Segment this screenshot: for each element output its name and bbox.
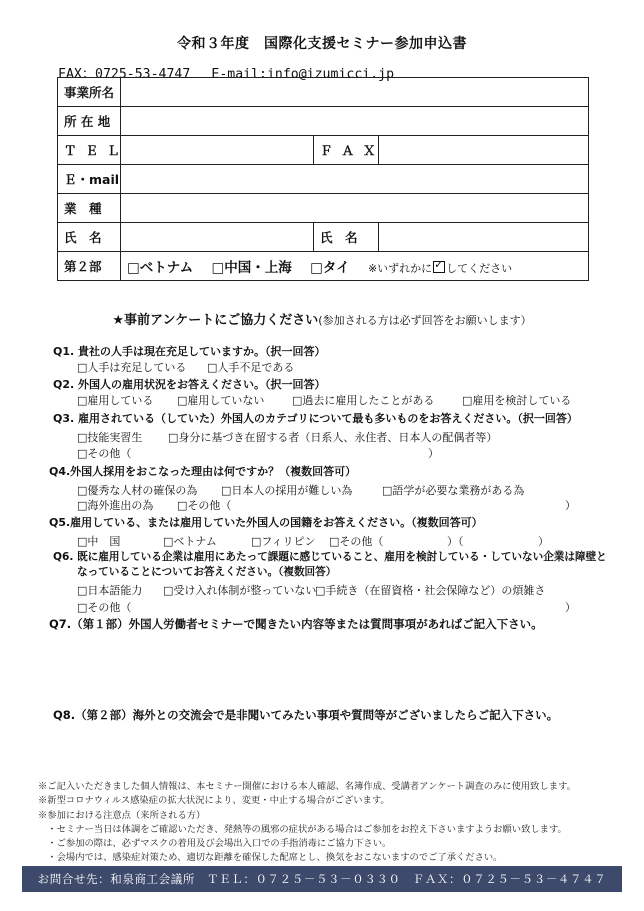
region-vietnam-checkbox[interactable]: □ベトナム xyxy=(127,260,194,276)
q4-option-3[interactable]: □語学が必要な業務がある為 xyxy=(382,484,525,497)
email-field[interactable] xyxy=(121,165,589,194)
region-note-post: してください xyxy=(446,262,513,275)
q4-option-5-close: ） xyxy=(565,499,576,512)
region-options xyxy=(121,252,589,281)
q6-option-4[interactable]: □その他（ xyxy=(77,601,132,614)
survey-heading-main: ★事前アンケートにご協力ください xyxy=(112,313,319,328)
region-note xyxy=(368,262,512,275)
industry-field[interactable] xyxy=(121,194,589,223)
q5-option-4-close: ） xyxy=(538,535,549,548)
check-mark-icon xyxy=(433,261,445,273)
q2-option-3[interactable]: □過去に雇用したことがある xyxy=(292,394,435,407)
q4-option-2[interactable]: □日本人の採用が難しい為 xyxy=(221,484,353,497)
question-7: Q7.（第１部）外国人労働者セミナーで聞きたい内容等または質問事項があればご記入下さい。 xyxy=(49,617,543,631)
contact-line: FAX：0725-53-4747 E-mail:info@izumicci.jp xyxy=(58,67,395,82)
page-title: 令和３年度 国際化支援セミナー参加申込書 xyxy=(177,36,467,52)
application-form-table xyxy=(57,77,589,281)
question-3: Q3. 雇用されている（していた）外国人のカテゴリについて最も多いものをお答えください。（択一回答） xyxy=(53,412,578,425)
question-1: Q1. 貴社の人手は現在充足していますか。（択一回答） xyxy=(53,345,326,358)
q3-option-3-close: ） xyxy=(428,447,439,460)
q2-option-4[interactable]: □雇用を検討している xyxy=(462,394,572,407)
q5-option-3[interactable]: □フィリピン xyxy=(251,535,316,548)
footnote-item: ・ご参加の際は、必ずマスクの着用及び会場出入口での手指消毒にご協力下さい。 xyxy=(38,838,392,850)
name-label-2: 氏 名 xyxy=(314,223,379,252)
question-4: Q4.外国人採用をおこなった理由は何ですか？（複数回答可） xyxy=(49,465,357,478)
question-8: Q8.（第２部）海外との交流会で是非聞いてみたい事項や質問等がございましたらご記入下さい。 xyxy=(53,708,559,722)
q3-option-3[interactable]: □その他（ xyxy=(77,447,132,460)
question-6-line-1: Q6. 既に雇用している企業は雇用にあたって課題に感じていること、雇用を検討している・していない企業は障壁と xyxy=(53,551,607,563)
q7-answer-area[interactable] xyxy=(77,636,577,691)
address-label: 所 在 地 xyxy=(58,107,121,136)
tel-field[interactable] xyxy=(121,136,314,165)
q2-option-1[interactable]: □雇用している xyxy=(77,394,154,407)
survey-heading xyxy=(0,309,644,328)
footnote-item: ・会場内では、感染症対策ため、適切な距離を確保した配席とし、換気をおこないますのでご了承ください。 xyxy=(38,852,503,864)
footnote-item: ・セミナー当日は体調をご確認いただき、発熱等の風邪の症状がある場合はご参加をお控え下さいますようお願い致します。 xyxy=(38,823,567,835)
q6-option-3[interactable]: □手続き（在留資格・社会保障など）の煩雑さ xyxy=(315,584,546,597)
industry-label: 業 種 xyxy=(58,194,121,223)
q6-option-1[interactable]: □日本語能力 xyxy=(77,584,143,597)
survey-heading-sub: (参加される方は必ず回答をお願いします） xyxy=(318,314,532,327)
name-label-1: 氏 名 xyxy=(58,223,121,252)
q1-option-2[interactable]: □人手不足である xyxy=(207,361,295,374)
question-6-line-2: なっていることについてお答えください。（複数回答） xyxy=(77,566,337,578)
name-field-1[interactable] xyxy=(121,223,314,252)
question-5: Q5.雇用している、または雇用していた外国人の国籍をお答えください。（複数回答可） xyxy=(49,516,483,529)
business-name-label: 事業所名 xyxy=(58,78,121,107)
part2-label: 第２部 xyxy=(58,252,121,281)
fax-field[interactable] xyxy=(379,136,589,165)
q8-answer-area[interactable] xyxy=(77,726,577,774)
fax-label: ＦＡＸ xyxy=(314,136,379,165)
q6-option-2[interactable]: □受け入れ体制が整っていない xyxy=(163,584,317,597)
contact-footer: お問合せ先：和泉商工会議所 ＴＥＬ：０７２５－５３－０３３０ ＦＡＸ：０７２５－５３－４７４７ xyxy=(22,866,622,892)
q4-option-5[interactable]: □その他（ xyxy=(177,499,232,512)
q6-option-4-close: ） xyxy=(565,601,576,614)
q4-option-4[interactable]: □海外進出の為 xyxy=(77,499,154,512)
business-name-field[interactable] xyxy=(121,78,589,107)
q5-option-4-mid: ）（ xyxy=(447,535,464,548)
footnote-item: ※ご記入いただきました個人情報は、本セミナー開催における本人確認、名簿作成、受講者アンケート調査のみに使用致します。 xyxy=(38,781,576,792)
q4-option-1[interactable]: □優秀な人材の確保の為 xyxy=(77,484,198,497)
tel-label: ＴＥＬ xyxy=(58,136,121,165)
q3-option-2[interactable]: □身分に基づき在留する者（日系人、永住者、日本人の配偶者等） xyxy=(168,431,498,444)
q2-option-2[interactable]: □雇用していない xyxy=(177,394,265,407)
q5-option-4[interactable]: □その他（ xyxy=(329,535,384,548)
address-field[interactable] xyxy=(121,107,589,136)
q5-option-2[interactable]: □ベトナム xyxy=(163,535,217,548)
footnote-item: ※参加における注意点（来所される方） xyxy=(38,809,206,821)
name-field-2[interactable] xyxy=(379,223,589,252)
question-2: Q2. 外国人の雇用状況をお答えください。（択一回答） xyxy=(53,378,326,391)
region-thai-checkbox[interactable]: □タイ xyxy=(310,260,350,276)
q3-option-1[interactable]: □技能実習生 xyxy=(77,431,143,444)
q1-option-1[interactable]: □人手は充足している xyxy=(77,361,187,374)
footnotes xyxy=(38,780,576,866)
footnote-item: ※新型コロナウィルス感染症の拡大状況により、変更・中止する場合がございます。 xyxy=(38,795,390,807)
q5-option-1[interactable]: □中 国 xyxy=(77,535,121,548)
region-note-pre: ※いずれかに xyxy=(367,262,433,275)
region-china-checkbox[interactable]: □中国・上海 xyxy=(211,260,292,276)
email-label: Ｅ・mail xyxy=(58,165,121,194)
